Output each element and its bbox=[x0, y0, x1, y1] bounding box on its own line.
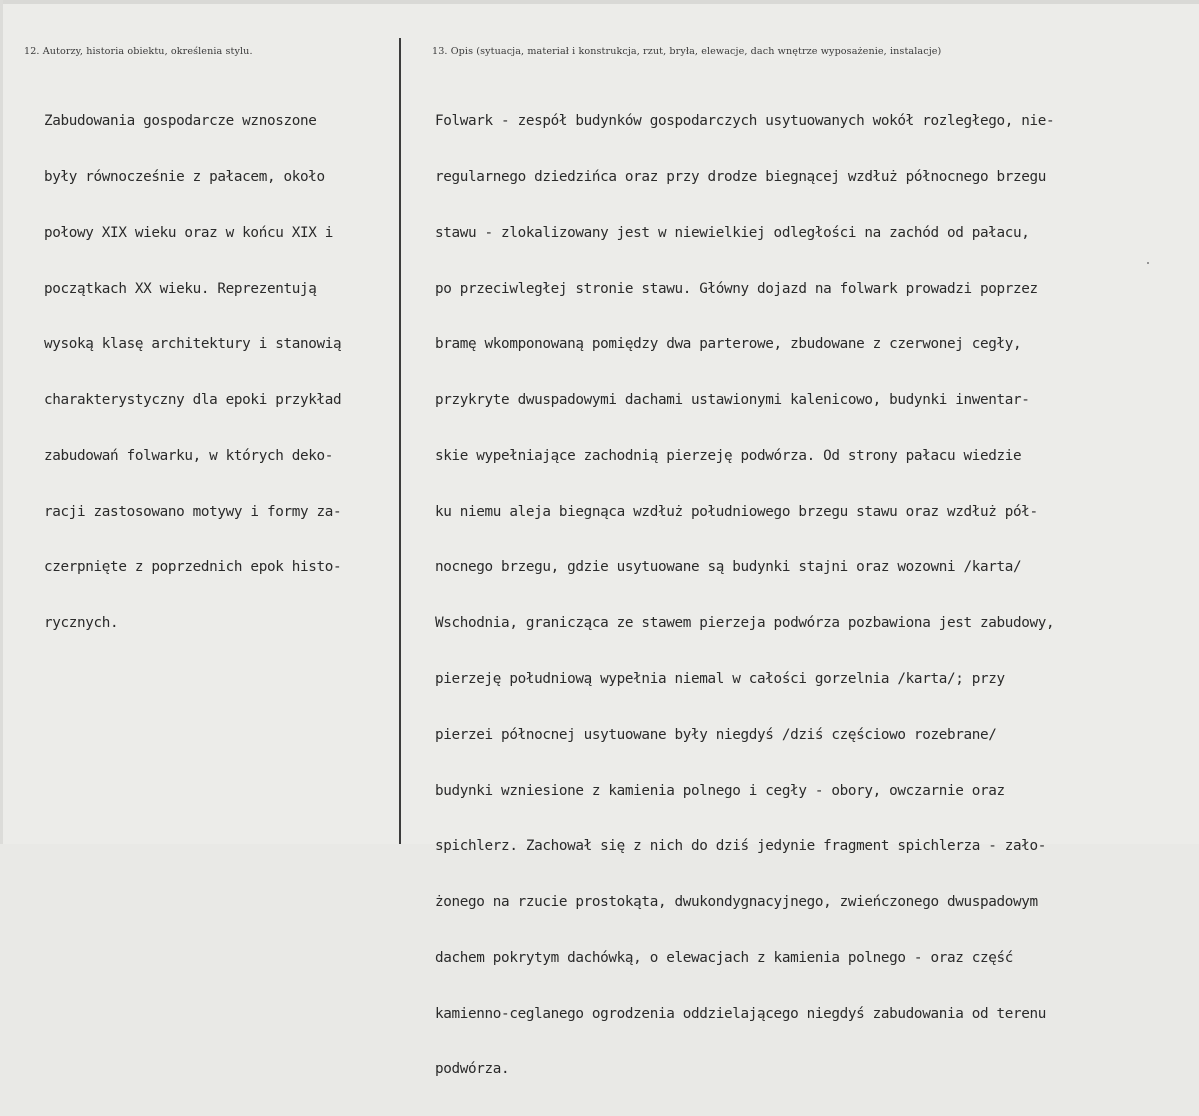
text-line: skie wypełniające zachodnią pierzeję podwórza. Od strony pałacu wiedzie bbox=[435, 447, 1022, 464]
text-line: racji zastosowano motywy i formy za- bbox=[44, 503, 342, 520]
text-line: kamienno-ceglanego ogrodzenia oddzielającego niegdyś zabudowania od terenu bbox=[435, 1005, 1047, 1022]
text-line: zabudowań folwarku, w których deko- bbox=[44, 447, 334, 464]
text-line: podwórza. bbox=[435, 1061, 510, 1078]
text-line: ku niemu aleja biegnąca wzdłuż południowego brzegu stawu oraz wzdłuż pół- bbox=[435, 503, 1038, 520]
text-line: były równocześnie z pałacem, około bbox=[44, 168, 325, 185]
text-line: regularnego dziedzińca oraz przy drodze biegnącej wzdłuż północnego brzegu bbox=[435, 168, 1047, 185]
section-12-header: 12. Autorzy, historia obiektu, określenia stylu. bbox=[24, 46, 253, 57]
card-left-edge bbox=[0, 0, 3, 844]
text-line: wysoką klasę architektury i stanowią bbox=[44, 336, 342, 353]
text-line: początkach XX wieku. Reprezentują bbox=[44, 280, 317, 297]
paper-speck bbox=[1147, 262, 1149, 264]
card-top-edge bbox=[0, 0, 1199, 4]
text-line: rycznych. bbox=[44, 615, 119, 632]
section-13-text bbox=[435, 75, 1185, 1116]
text-line: Folwark - zespół budynków gospodarczych usytuowanych wokół rozległego, nie- bbox=[435, 113, 1055, 130]
text-line: stawu - zlokalizowany jest w niewielkiej odległości na zachód od pałacu, bbox=[435, 224, 1030, 241]
text-line: dachem pokrytym dachówką, o elewacjach z kamienia polnego - oraz część bbox=[435, 949, 1014, 966]
text-line: charakterystyczny dla epoki przykład bbox=[44, 392, 342, 409]
text-line: przykryte dwuspadowymi dachami ustawionymi kalenicowo, budynki inwentar- bbox=[435, 392, 1030, 409]
text-line: nocnego brzegu, gdzie usytuowane są budynki stajni oraz wozowni /karta/ bbox=[435, 559, 1022, 576]
text-line: czerpnięte z poprzednich epok histo- bbox=[44, 559, 342, 576]
text-line: bramę wkomponowaną pomiędzy dwa parterowe, zbudowane z czerwonej cegły, bbox=[435, 336, 1022, 353]
text-line: połowy XIX wieku oraz w końcu XIX i bbox=[44, 224, 334, 241]
text-line: pierzeję południową wypełnia niemal w całości gorzelnia /karta/; przy bbox=[435, 671, 1005, 687]
section-13-header: 13. Opis (sytuacja, materiał i konstrukcja, rzut, bryła, elewacje, dach wnętrze wyposażenie, instalacje) bbox=[432, 46, 942, 57]
section-12-text bbox=[44, 75, 400, 670]
text-line: budynki wzniesione z kamienia polnego i cegły - obory, owczarnie oraz bbox=[435, 782, 1005, 799]
text-line: po przeciwległej stronie stawu. Główny dojazd na folwark prowadzi poprzez bbox=[435, 280, 1038, 297]
text-line: spichlerz. Zachował się z nich do dziś jedynie fragment spichlerza - zało- bbox=[435, 838, 1047, 855]
text-line: pierzei północnej usytuowane były niegdyś /dziś częściowo rozebrane/ bbox=[435, 726, 997, 743]
text-line: żonego na rzucie prostokąta, dwukondygnacyjnego, zwieńczonego dwuspadowym bbox=[435, 894, 1038, 911]
text-line: Wschodnia, granicząca ze stawem pierzeja podwórza pozbawiona jest zabudowy, bbox=[435, 615, 1055, 632]
text-line: Zabudowania gospodarcze wznoszone bbox=[44, 113, 317, 130]
